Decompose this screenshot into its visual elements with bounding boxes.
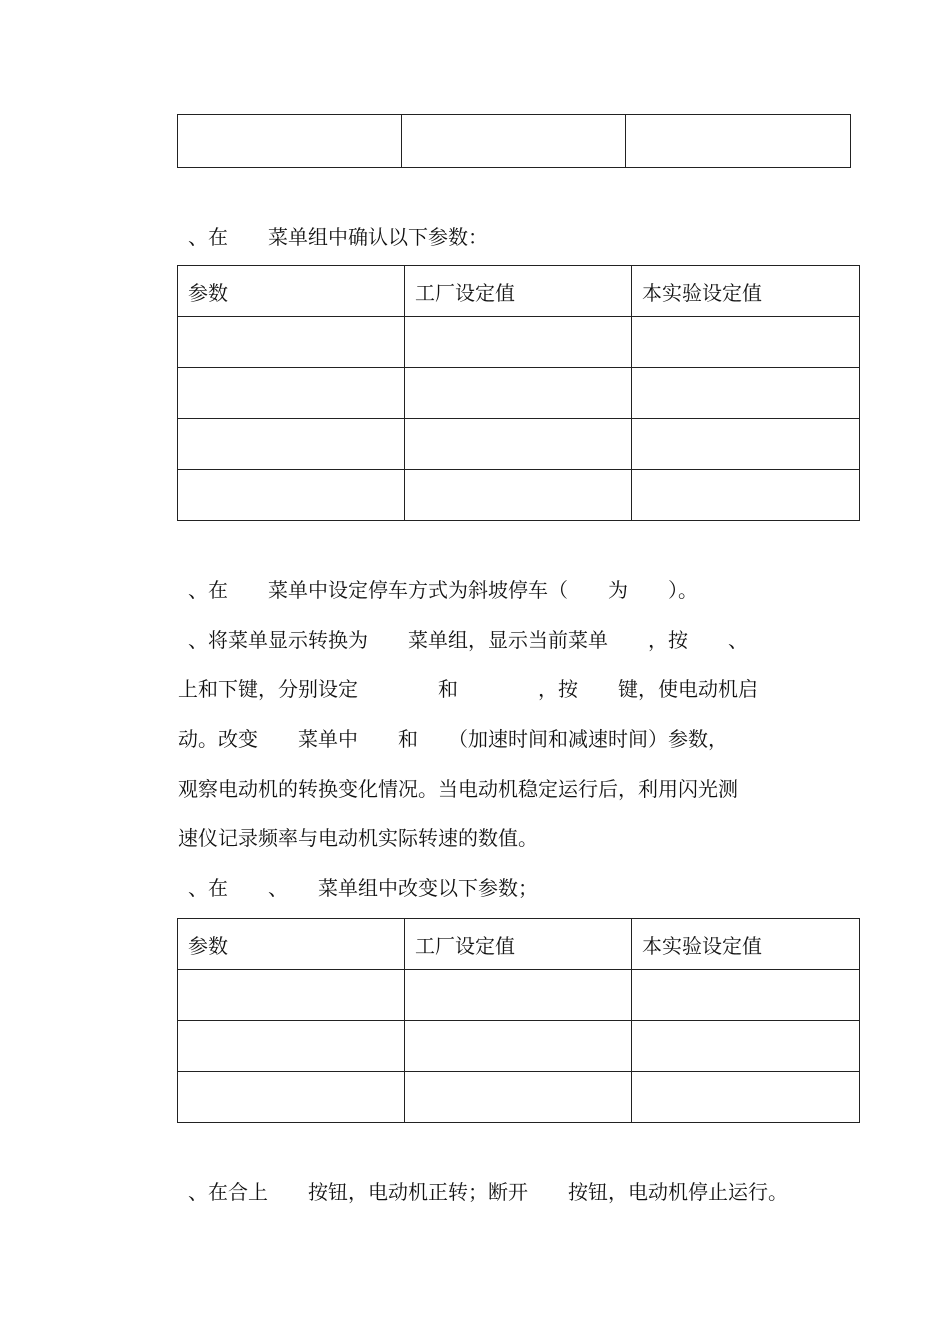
header-cell-param: 参数 <box>178 266 405 317</box>
table-cell <box>178 368 405 419</box>
header-cell-factory-value: 工厂设定值 <box>405 919 632 970</box>
table-cell <box>178 970 405 1021</box>
table-cell <box>632 470 860 521</box>
header-cell-experiment-value: 本实验设定值 <box>632 266 860 317</box>
table-cell <box>178 317 405 368</box>
table-cell <box>632 368 860 419</box>
table-cell <box>178 1072 405 1123</box>
table-cell <box>632 317 860 368</box>
step-stop-mode: 、在 菜单中设定停车方式为斜坡停车（ 为 ）。 <box>188 578 698 602</box>
table-header-row <box>178 266 860 317</box>
table-row <box>178 419 860 470</box>
step-operation-line-3: 动。改变 菜单中 和 （加速时间和减速时间）参数， <box>178 727 728 751</box>
table-row <box>178 470 860 521</box>
table-row <box>178 115 851 168</box>
table-cell <box>178 115 402 168</box>
table-header-row <box>178 919 860 970</box>
table-cell <box>405 970 632 1021</box>
table-row <box>178 1021 860 1072</box>
table-cell <box>405 317 632 368</box>
table-row <box>178 317 860 368</box>
table-cell <box>405 1021 632 1072</box>
step-operation-line-1: 、将菜单显示转换为 菜单组，显示当前菜单 ，按 、 <box>188 628 748 652</box>
table-cell <box>632 419 860 470</box>
table-cell <box>632 970 860 1021</box>
table-cell <box>405 1072 632 1123</box>
table-cell <box>632 1021 860 1072</box>
header-cell-experiment-value: 本实验设定值 <box>632 919 860 970</box>
header-cell-param: 参数 <box>178 919 405 970</box>
header-cell-factory-value: 工厂设定值 <box>405 266 632 317</box>
params-table-2 <box>177 918 860 1123</box>
step-confirm-params: 、在 菜单组中确认以下参数： <box>188 225 488 249</box>
table-cell <box>405 368 632 419</box>
step-operation-line-5: 速仪记录频率与电动机实际转速的数值。 <box>178 826 538 850</box>
step-change-params: 、在 、 菜单组中改变以下参数； <box>188 876 538 900</box>
table-cell <box>405 470 632 521</box>
step-operation-line-2: 上和下键，分别设定 和 ，按 键，使电动机启 <box>178 677 758 701</box>
step-buttons: 、在合上 按钮，电动机正转；断开 按钮，电动机停止运行。 <box>188 1180 788 1204</box>
table-cell <box>178 470 405 521</box>
table-cell <box>405 419 632 470</box>
table-cell <box>178 1021 405 1072</box>
table-cell <box>178 419 405 470</box>
step-operation-line-4: 观察电动机的转换变化情况。当电动机稳定运行后，利用闪光测 <box>178 777 738 801</box>
params-table-1 <box>177 265 860 521</box>
top-table <box>177 114 851 168</box>
table-row <box>178 970 860 1021</box>
table-row <box>178 1072 860 1123</box>
table-row <box>178 368 860 419</box>
table-cell <box>402 115 626 168</box>
table-cell <box>626 115 851 168</box>
table-cell <box>632 1072 860 1123</box>
